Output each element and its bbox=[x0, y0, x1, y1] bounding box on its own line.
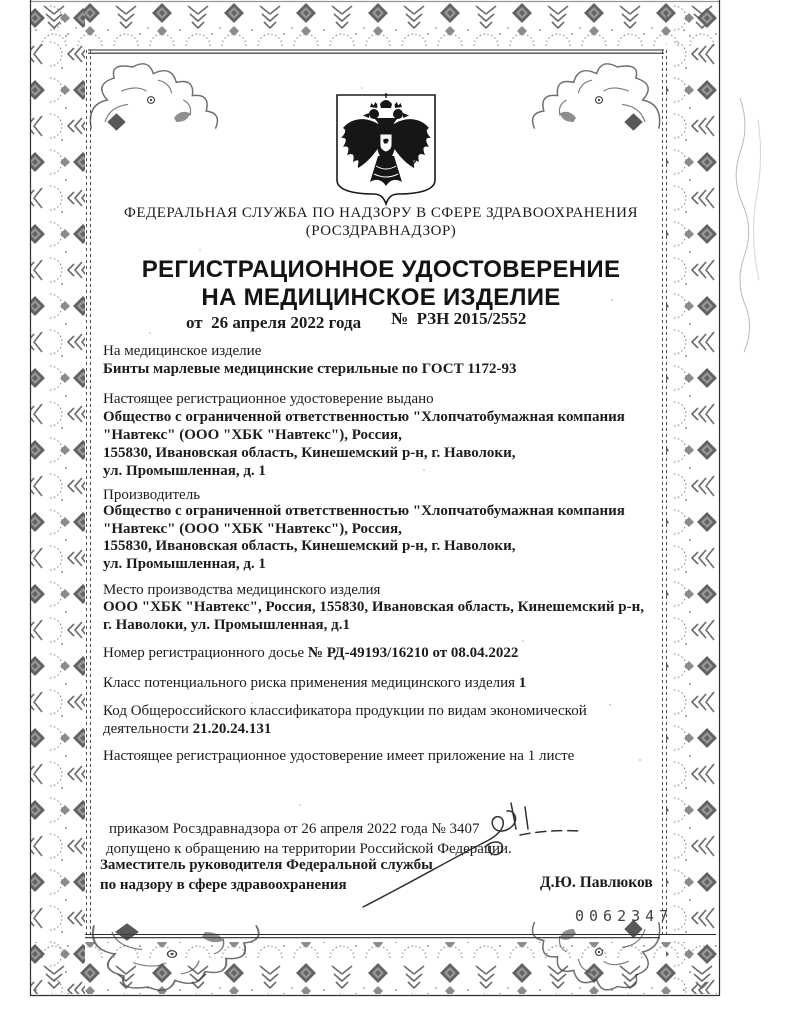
issued-to-line: 155830, Ивановская область, Кинешемский р-н, г. Наволоки, bbox=[103, 445, 516, 461]
dossier-field bbox=[103, 644, 518, 662]
dossier-value: № РД-49193/16210 от 08.04.2022 bbox=[307, 645, 519, 661]
coat-of-arms-icon bbox=[330, 92, 442, 208]
order-line2: допущено к обращению на территории Российской Федерации. bbox=[106, 841, 512, 857]
product-label: На медицинское изделие bbox=[103, 343, 262, 359]
issued-to-label: Настоящее регистрационное удостоверение выдано bbox=[103, 391, 434, 407]
signature-icon bbox=[335, 795, 605, 915]
agency-name bbox=[90, 205, 672, 240]
annex-note: Настоящее регистрационное удостоверение имеет приложение на 1 листе bbox=[103, 748, 575, 764]
risk-class-label: Класс потенциального риска применения медицинского изделия bbox=[103, 675, 519, 691]
issued-to-value bbox=[103, 408, 625, 480]
dossier-label: Номер регистрационного досье bbox=[103, 645, 308, 661]
production-site-line: ООО "ХБК "Навтекс", Россия, 155830, Ивановская область, Кинешемский р-н, bbox=[103, 599, 645, 615]
manufacturer-line: ул. Промышленная, д. 1 bbox=[103, 556, 266, 573]
production-site-value bbox=[103, 598, 644, 634]
issued-to-line: "Навтекс" (ООО "ХБК "Навтекс"), Россия, bbox=[103, 427, 402, 443]
okpd-value: 21.20.24.131 bbox=[192, 721, 272, 737]
manufacturer-label: Производитель bbox=[103, 487, 201, 503]
product-value: Бинты марлевые медицинские стерильные по ГОСТ 1172-93 bbox=[103, 361, 517, 377]
okpd-line2 bbox=[103, 720, 271, 738]
risk-class-field bbox=[103, 674, 526, 692]
registration-number: № РЗН 2015/2552 bbox=[391, 309, 527, 328]
document-title-line2: НА МЕДИЦИНСКОЕ ИЗДЕЛИЕ bbox=[201, 284, 561, 311]
production-site-label: Место производства медицинского изделия bbox=[103, 582, 381, 598]
issue-date: от 26 апреля 2022 года bbox=[186, 313, 362, 332]
signatory-position-line2: по надзору в сфере здравоохранения bbox=[100, 877, 347, 893]
risk-class-value: 1 bbox=[518, 675, 527, 691]
agency-name-line1: ФЕДЕРАЛЬНАЯ СЛУЖБА ПО НАДЗОРУ В СФЕРЕ ЗДРАВООХРАНЕНИЯ bbox=[124, 205, 638, 221]
order-line1: приказом Росздравнадзора от 26 апреля 2022 года № 3407 bbox=[109, 821, 480, 837]
okpd-label-line1: Код Общероссийского классификатора продукции по видам экономической bbox=[103, 703, 587, 719]
document-title-line1: РЕГИСТРАЦИОННОЕ УДОСТОВЕРЕНИЕ bbox=[141, 256, 621, 283]
issued-to-line: Общество с ограниченной ответственностью "Хлопчатобумажная компания bbox=[103, 409, 625, 425]
production-site-line: г. Наволоки, ул. Промышленная, д.1 bbox=[103, 617, 350, 633]
issued-to-line: ул. Промышленная, д. 1 bbox=[103, 463, 266, 479]
manufacturer-line: 155830, Ивановская область, Кинешемский р-н, г. Наволоки, bbox=[103, 538, 516, 555]
okpd-label-line2: деятельности bbox=[103, 721, 193, 737]
agency-name-line2: (РОСЗДРАВНАДЗОР) bbox=[305, 222, 457, 239]
margin-handwriting-marks bbox=[736, 98, 760, 352]
manufacturer-value bbox=[103, 503, 625, 574]
manufacturer-line: Общество с ограниченной ответственностью "Хлопчатобумажная компания bbox=[103, 503, 625, 519]
signatory-name: Д.Ю. Павлюков bbox=[540, 874, 653, 891]
document-title bbox=[90, 256, 672, 312]
serial-number: 0062347 bbox=[575, 907, 674, 925]
signatory-position-line1: Заместитель руководителя Федеральной службы bbox=[100, 857, 433, 873]
manufacturer-line: "Навтекс" (ООО "ХБК "Навтекс"), Россия, bbox=[103, 520, 402, 537]
